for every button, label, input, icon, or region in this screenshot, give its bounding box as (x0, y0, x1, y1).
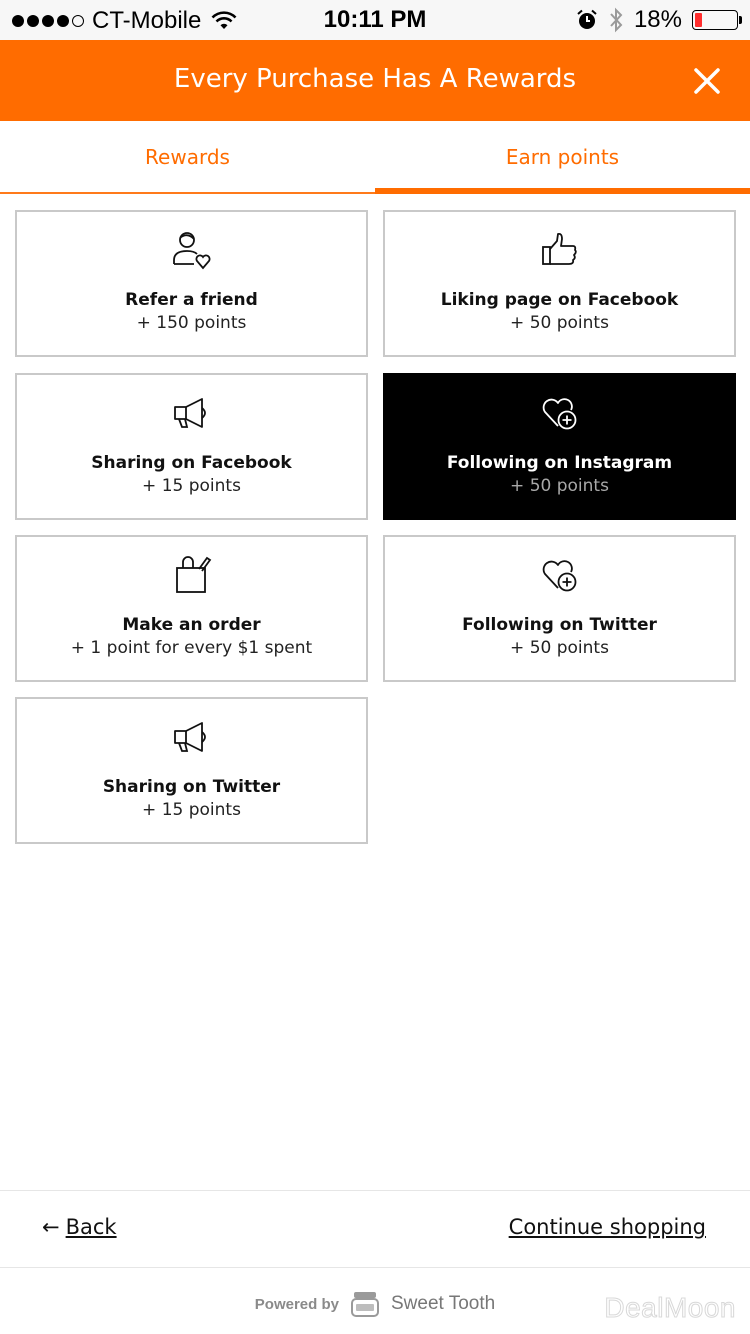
header-bar (0, 40, 750, 121)
tab-rewards-label: Rewards (145, 144, 230, 169)
earn-card-make-order[interactable] (15, 535, 368, 682)
card-title: Sharing on Twitter (102, 777, 281, 797)
footer-nav (0, 1190, 750, 1268)
tab-bar (0, 121, 750, 194)
powered-by-label: Powered by (254, 1295, 339, 1313)
card-points: + 15 points (142, 476, 241, 496)
tab-earn-points[interactable] (375, 121, 750, 192)
card-points: + 50 points (510, 476, 609, 496)
card-title: Following on Twitter (462, 615, 657, 635)
status-time: 10:11 PM (323, 6, 427, 33)
alarm-icon (576, 9, 598, 31)
close-icon[interactable] (690, 64, 724, 98)
thumbs-up-icon (538, 230, 582, 270)
status-bar (0, 0, 750, 40)
earn-card-share-facebook[interactable] (15, 373, 368, 520)
card-points: + 15 points (142, 800, 241, 820)
card-title: Make an order (122, 615, 261, 635)
card-points: + 50 points (510, 313, 609, 333)
carrier-name: CT-Mobile (92, 7, 202, 34)
card-title: Refer a friend (125, 290, 258, 310)
dealmoon-watermark: DealMoon (604, 1292, 736, 1323)
jar-icon (349, 1290, 381, 1318)
person-heart-icon (170, 230, 214, 270)
bluetooth-icon (608, 7, 624, 33)
status-right (576, 6, 738, 34)
card-points: + 50 points (510, 638, 609, 658)
card-title: Sharing on Facebook (91, 453, 292, 473)
card-points: + 1 point for every $1 spent (70, 638, 313, 658)
earn-card-follow-twitter[interactable] (383, 535, 736, 682)
heart-plus-icon (538, 393, 582, 433)
earn-card-share-twitter[interactable] (15, 697, 368, 844)
card-title: Following on Instagram (446, 453, 673, 473)
earn-card-follow-instagram[interactable] (383, 373, 736, 520)
card-points: + 150 points (136, 313, 247, 333)
sweet-tooth-brand: Sweet Tooth (390, 1293, 496, 1314)
battery-icon (692, 10, 738, 30)
bag-icon (170, 555, 214, 595)
back-arrow-icon: ← (42, 1215, 60, 1239)
continue-shopping-link[interactable]: Continue shopping (508, 1215, 706, 1239)
megaphone-icon (170, 393, 214, 433)
page-title: Every Purchase Has A Rewards (173, 64, 577, 94)
back-link[interactable] (42, 1215, 117, 1239)
earn-card-refer-friend[interactable] (15, 210, 368, 357)
earn-card-like-facebook[interactable] (383, 210, 736, 357)
megaphone-icon (170, 717, 214, 757)
card-title: Liking page on Facebook (440, 290, 679, 310)
tab-rewards[interactable] (0, 121, 375, 192)
battery-level (695, 13, 702, 27)
battery-percent: 18% (633, 6, 682, 33)
heart-plus-icon (538, 555, 582, 595)
back-label: Back (65, 1215, 117, 1239)
tab-earn-points-label: Earn points (505, 144, 620, 169)
